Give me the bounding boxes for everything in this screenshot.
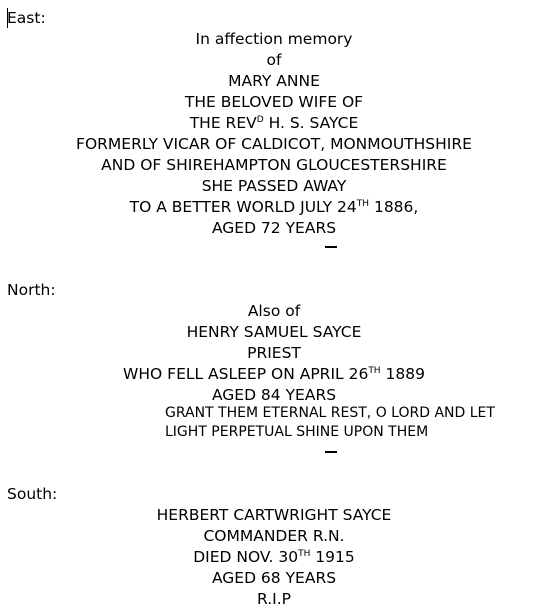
east-line-1: In affection memory [195,30,353,48]
north-line-4-part-a: WHO FELL ASLEEP ON APRIL 26 [123,365,369,383]
north-line-4 [0,364,548,387]
north-line-7: LIGHT PERPETUAL SHINE UPON THEM [165,424,429,440]
east-line-9-superscript: TH [356,199,370,209]
east-line-9-part-b: 1886, [369,198,419,216]
east-line-6: FORMERLY VICAR OF CALDICOT, MONMOUTHSHIRE [76,135,472,153]
south-line-3-part-a: DIED NOV. 30 [193,548,299,566]
east-line-9 [0,197,548,220]
east-line-5 [0,113,548,136]
east-line-7: AND OF SHIREHAMPTON GLOUCESTERSHIRE [101,156,447,174]
north-heading: North: [7,281,56,299]
east-line-4: THE BELOVED WIFE OF [184,93,364,111]
south-line-4: AGED 68 YEARS [211,569,337,587]
east-line-5-part-b: H. S. SAYCE [263,114,359,132]
south-heading: South: [7,485,58,503]
east-line-5-part-a: THE REV [189,114,257,132]
north-line-5: AGED 84 YEARS [211,386,337,404]
east-line-2: of [266,51,282,69]
north-line-1: Also of [247,302,301,320]
east-line-5-superscript: D [256,115,264,125]
south-line-2: COMMANDER R.N. [203,527,345,545]
north-line-4-part-b: 1889 [380,365,425,383]
north-line-4-superscript: TH [368,366,381,376]
north-line-6: GRANT THEM ETERNAL REST, O LORD AND LET [165,405,495,421]
south-line-1: HERBERT CARTWRIGHT SAYCE [156,506,392,524]
north-line-3: PRIEST [247,344,301,362]
east-line-10: AGED 72 YEARS [211,219,337,237]
south-line-5: R.I.P [257,590,291,608]
south-line-3-part-b: 1915 [310,548,355,566]
north-divider [325,451,337,453]
east-line-3: MARY ANNE [228,72,320,90]
east-line-8: SHE PASSED AWAY [201,177,347,195]
east-heading: East: [7,9,46,27]
south-line-3 [0,547,548,570]
north-line-2: HENRY SAMUEL SAYCE [186,323,362,341]
east-divider [325,246,337,248]
east-line-9-part-a: TO A BETTER WORLD JULY 24 [129,198,357,216]
south-line-3-superscript: TH [298,549,311,559]
